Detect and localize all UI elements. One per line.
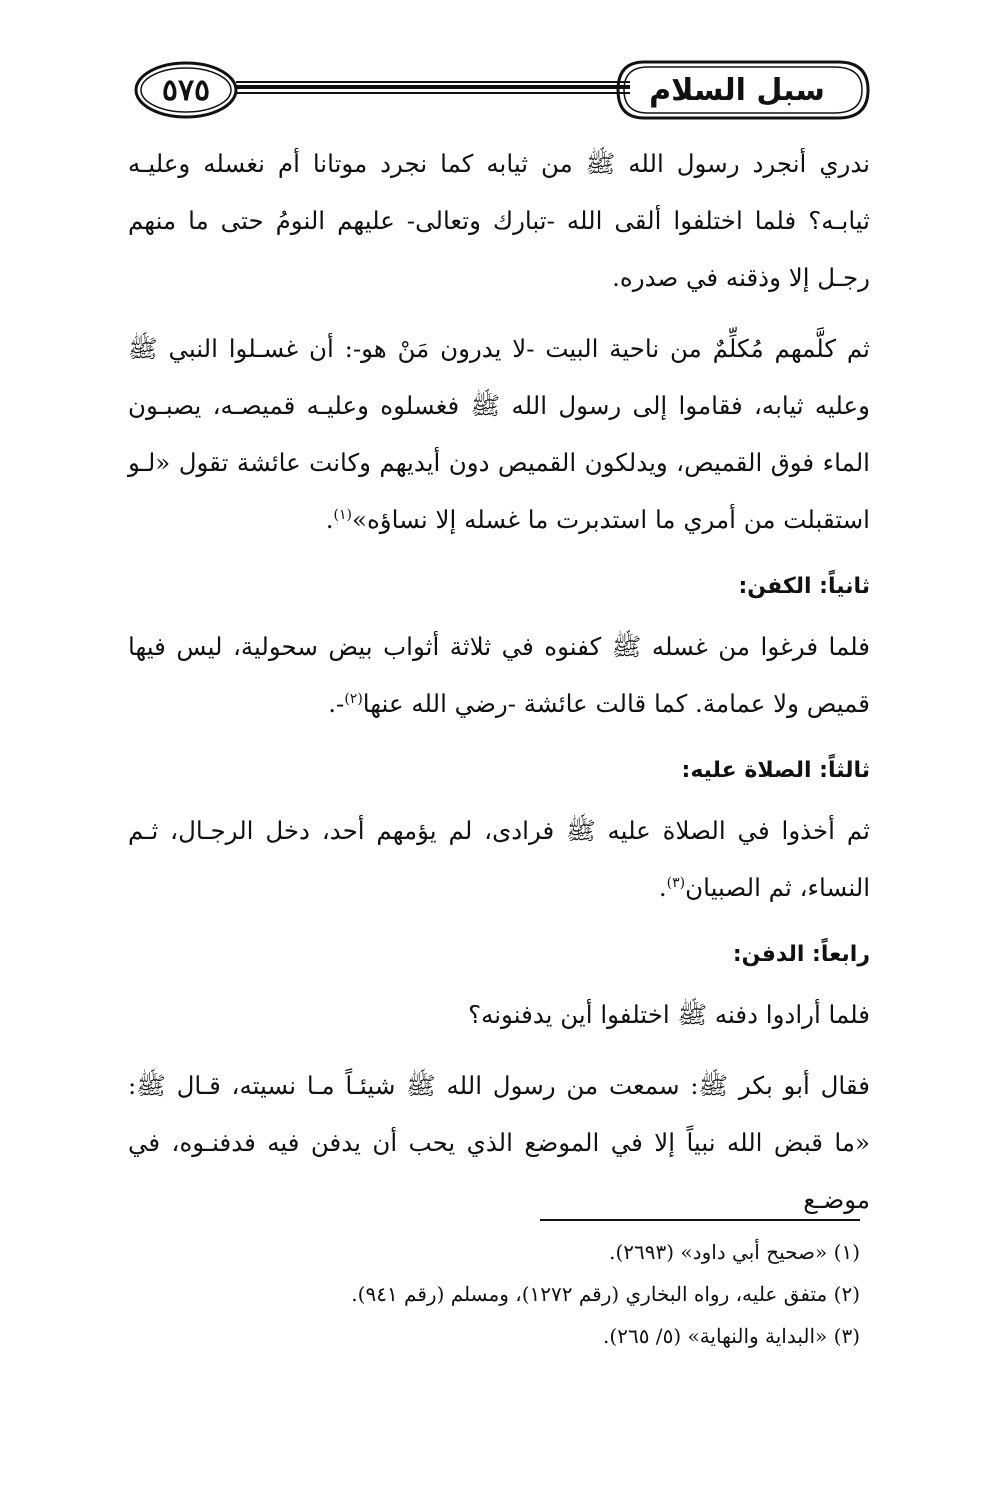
text-line: استقبلت من أمري ما استدبرت ما غسله إلا نساؤه» xyxy=(351,505,870,534)
text-line: -. xyxy=(328,689,345,718)
paragraph-3 xyxy=(128,618,870,732)
text-line: «ما قبض الله نبياً إلا في الموضع الذي يحب أن يدفن فيه فدفنـوه، في موضـع xyxy=(128,1128,870,1214)
paragraph-6 xyxy=(128,1057,870,1228)
text-line: ﷺ وعليه ثيابه، فقاموا إلى رسول الله ﷺ فغسلوه وعليـه قميصـه، يصبـون xyxy=(128,334,870,420)
footnote-ref-3: (٣) xyxy=(666,874,686,891)
text-line: ثم أخذوا في الصلاة عليه ﷺ فرادى، لم يؤمهم أحد، دخل الرجـال، ثـم xyxy=(128,816,870,845)
text-line: وذقنه في صدره. xyxy=(612,263,781,292)
footnote-ref-1: (١) xyxy=(333,506,352,523)
paragraph-1 xyxy=(128,135,870,306)
text-line: ندري أنجرد رسول الله ﷺ من ثيابه كما نجرد موتانا أم نغسله وعليـه ثيابـه؟ xyxy=(128,149,870,235)
footnote-3: (٣) «البداية والنهاية» (٥/ ٢٦٥). xyxy=(603,1324,860,1348)
text-line: فلما اختلفوا ألقى الله -تبارك وتعالى- عليهم النومُ حتى ما منهم رجـل إلا xyxy=(128,206,870,292)
main-text xyxy=(128,135,870,1228)
section-heading-burial: رابعاً: الدفن: xyxy=(732,942,870,967)
section-heading-shroud: ثانياً: الكفن: xyxy=(738,574,870,599)
paragraph-5: فلما أرادوا دفنه ﷺ اختلفوا أين يدفنونه؟ xyxy=(468,1000,870,1029)
text-line: النساء، ثم الصبيان xyxy=(685,873,870,902)
paragraph-2 xyxy=(128,320,870,548)
text-line: ثم كلَّمهم مُكلِّمٌ من ناحية البيت -لا يدرون مَنْ هو-: أن غسـلوا النبي xyxy=(168,334,870,363)
page-number: ٥٧٥ xyxy=(161,72,211,108)
book-title: سبل السلام xyxy=(649,72,825,108)
paragraph-4 xyxy=(128,802,870,916)
footnote-2: (٢) متفق عليه، رواه البخاري (رقم ١٢٧٢)، ومسلم (رقم ٩٤١). xyxy=(351,1282,860,1306)
text-line: الماء فوق القميص، ويدلكون القميص دون أيديهم وكانت عائشة تقول «لـو xyxy=(128,448,870,477)
text-line: فقال أبو بكر ﷺ: سمعت من رسول الله ﷺ شيئـاً مـا نسيته، قـال ﷺ: xyxy=(128,1071,870,1100)
text-line: فلما فرغوا من غسله ﷺ كفنوه في ثلاثة أثواب بيض سحولية، ليس فيها xyxy=(128,632,870,661)
footnote-divider xyxy=(540,1219,860,1221)
footnotes xyxy=(300,1231,860,1357)
section-heading-prayer: ثالثاً: الصلاة عليه: xyxy=(681,758,870,783)
footnote-ref-2: (٢) xyxy=(344,690,363,707)
footnote-1: (١) «صحيح أبي داود» (٢٦٩٣). xyxy=(609,1240,860,1264)
page-header xyxy=(124,56,872,136)
text-line: قميص ولا عمامة. كما قالت عائشة -رضي الله عنها xyxy=(362,689,870,718)
text-line: . xyxy=(325,505,334,534)
text-line: . xyxy=(658,873,667,902)
